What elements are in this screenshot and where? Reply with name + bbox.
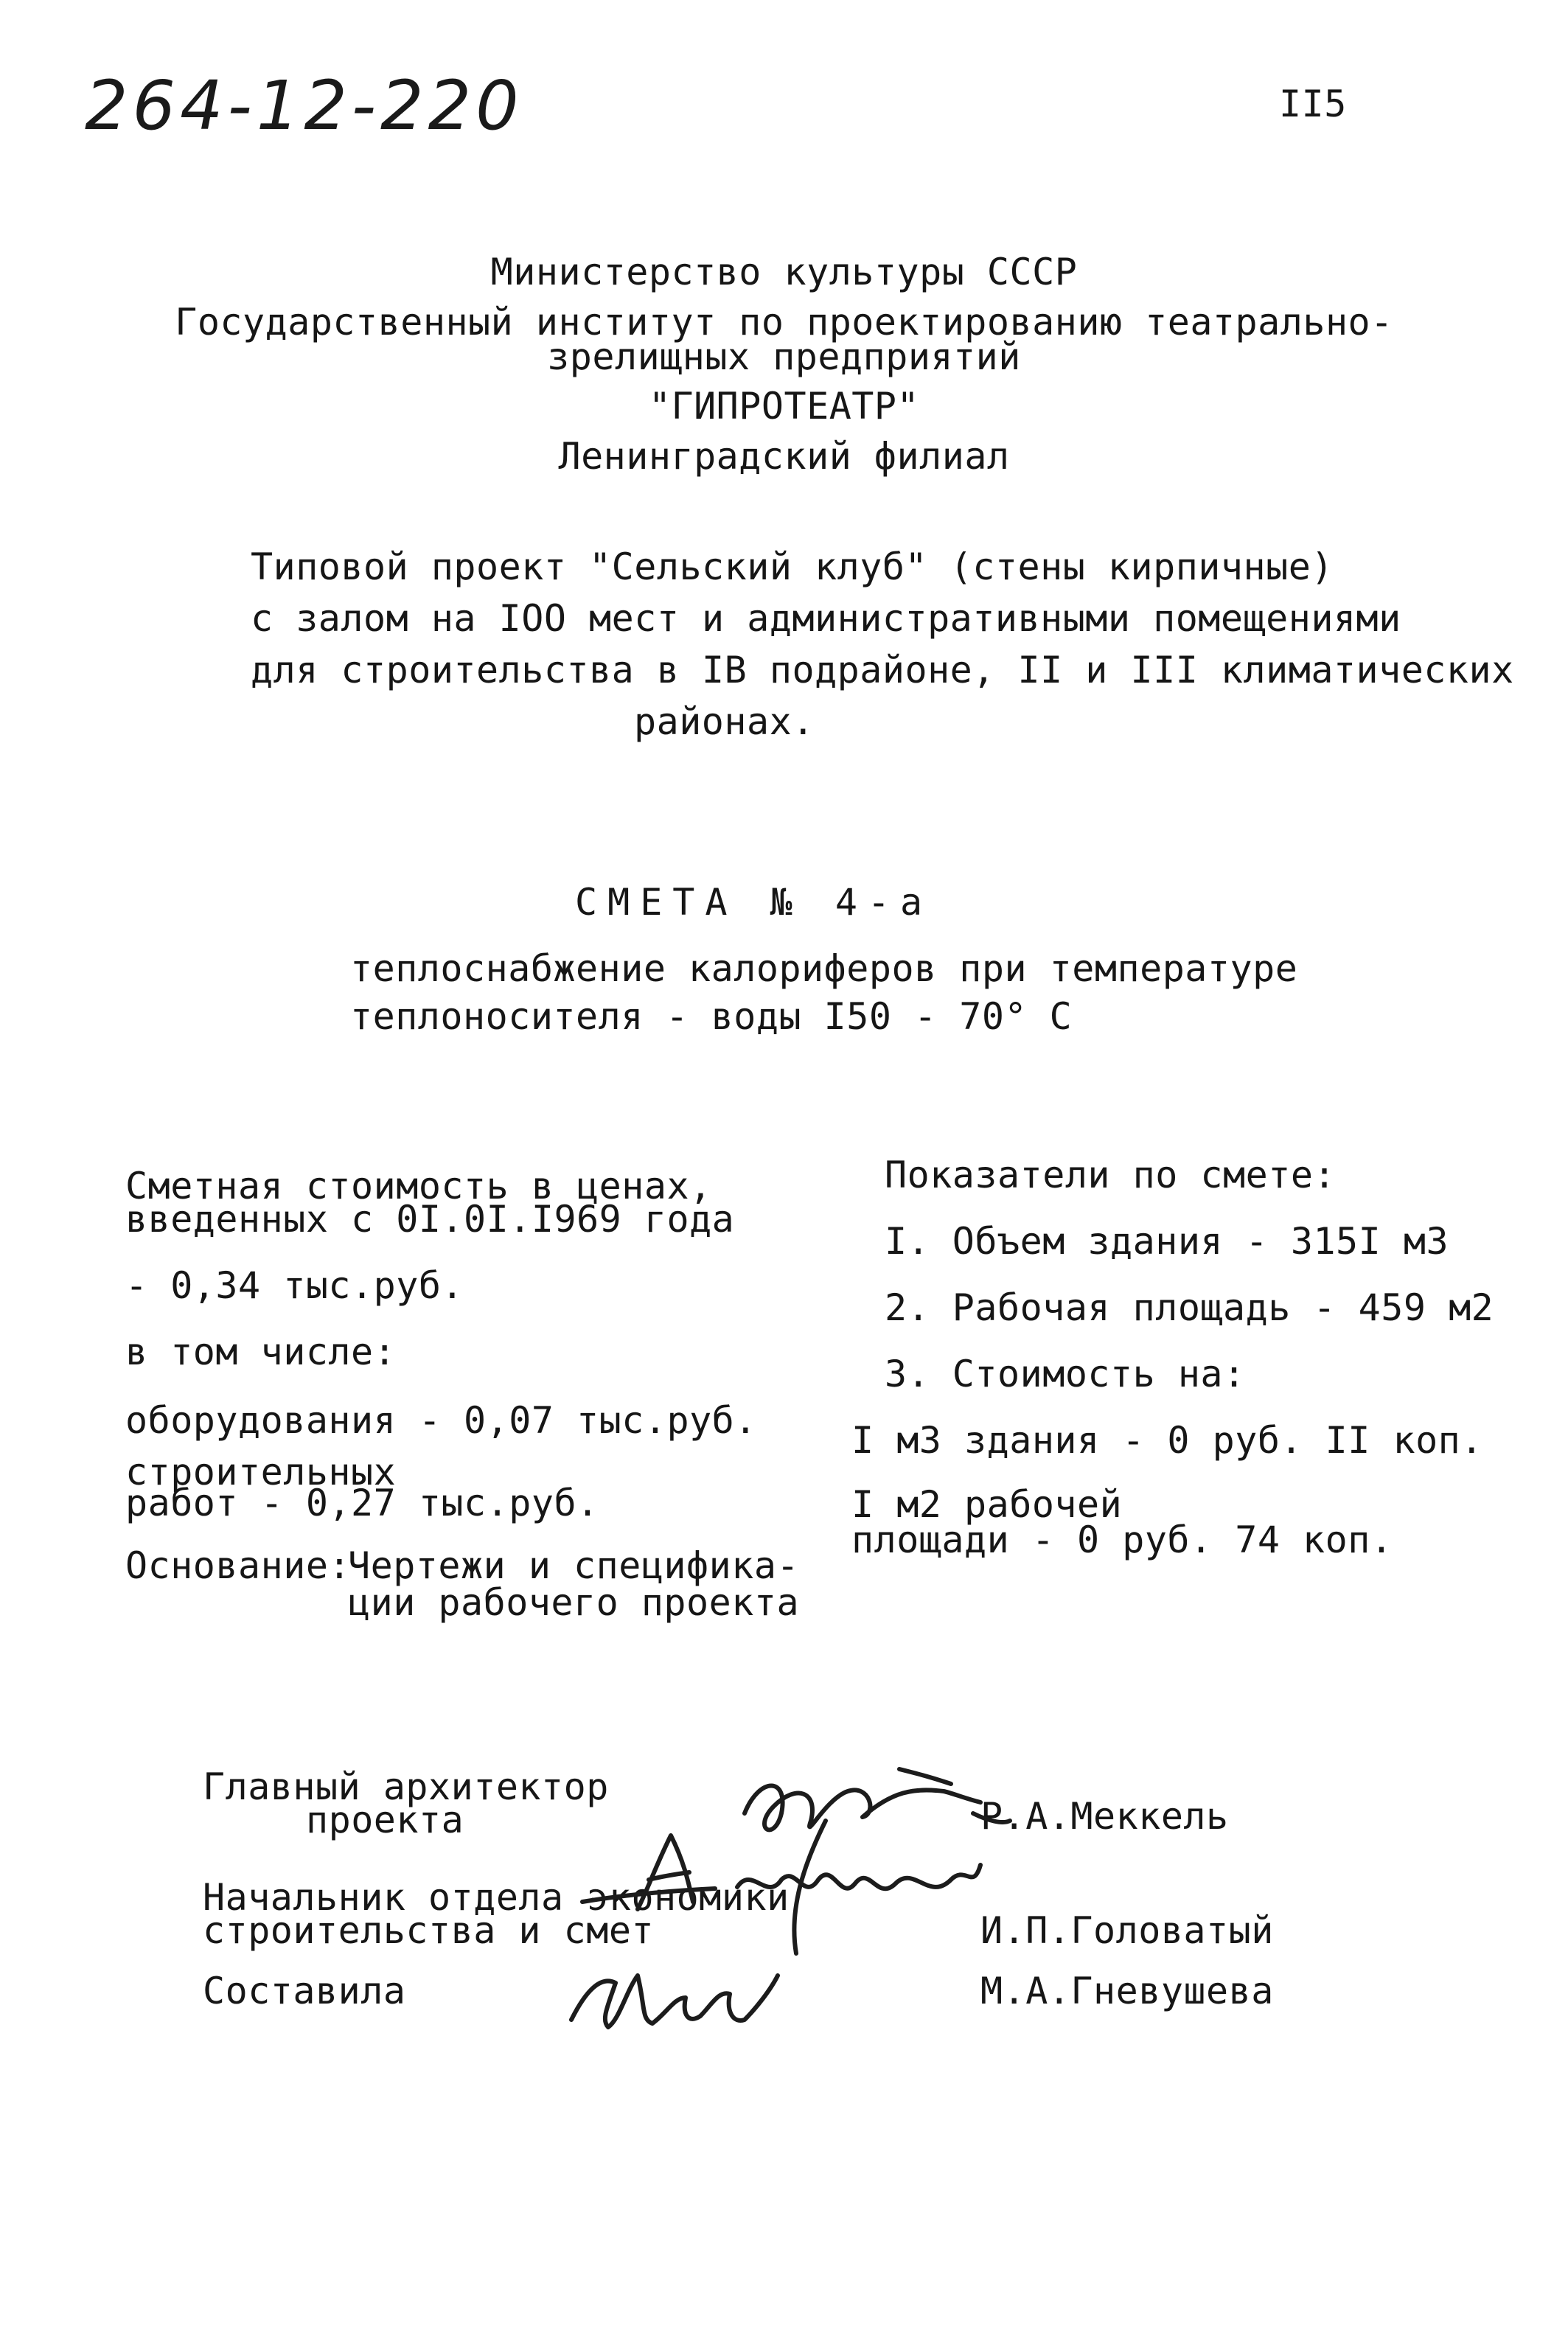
indicator-per-m2-1: I м2 рабочей bbox=[851, 1483, 1123, 1526]
project-line-3: для строительства в IB подрайоне, II и III климатических bbox=[251, 649, 1514, 691]
basis-label: Основание: bbox=[125, 1544, 352, 1587]
institution-branch: Ленинградский филиал bbox=[558, 435, 1010, 478]
indicator-volume: I. Объем здания - 315I м3 bbox=[885, 1220, 1449, 1263]
indicator-per-m2-2: площади - 0 руб. 74 коп. bbox=[851, 1519, 1393, 1561]
cost-line-1: Сметная стоимость в ценах, bbox=[125, 1165, 712, 1207]
cost-line-2: введенных с 0I.0I.I969 года bbox=[125, 1198, 735, 1241]
signature-2-handwritten bbox=[568, 1821, 1039, 1924]
signer-2-name: И.П.Головатый bbox=[980, 1909, 1274, 1952]
basis-line-1: Чертежи и специфика- bbox=[348, 1544, 800, 1587]
signer-1-name: Р.А.Меккель bbox=[980, 1795, 1229, 1838]
indicator-cost-header: 3. Стоимость на: bbox=[885, 1353, 1246, 1395]
signature-3-handwritten bbox=[557, 1946, 792, 2042]
indicator-per-m3: I м3 здания - 0 руб. II коп. bbox=[851, 1419, 1483, 1462]
indicator-area: 2. Рабочая площадь - 459 м2 bbox=[885, 1286, 1494, 1329]
estimate-subtitle-1: теплоснабжение калориферов при температуре bbox=[350, 947, 1298, 990]
signer-2-role-cont: строительства и смет bbox=[203, 1909, 655, 1952]
signer-2-role: Начальник отдела экономики bbox=[203, 1876, 790, 1919]
signer-3-name: М.А.Гневушева bbox=[980, 1970, 1274, 2012]
cost-equipment: оборудования - 0,07 тыс.руб. bbox=[125, 1399, 757, 1442]
estimate-subtitle-2: теплоносителя - воды I50 - 70° С bbox=[350, 995, 1073, 1038]
institution-ministry: Министерство культуры СССР bbox=[490, 251, 1078, 293]
archive-code: 264-12-220 bbox=[85, 66, 523, 145]
institution-name: Государственный институт по проектированию театрально- bbox=[175, 301, 1393, 344]
page-number: II5 bbox=[1279, 83, 1347, 125]
project-line-4: районах. bbox=[634, 700, 815, 743]
institution-name-cont: зрелищных предприятий bbox=[547, 335, 1021, 378]
cost-including: в том числе: bbox=[125, 1331, 397, 1373]
signer-1-role-cont: проекта bbox=[306, 1799, 464, 1841]
signer-1-role: Главный архитектор bbox=[203, 1765, 609, 1808]
signer-3-role: Составила bbox=[203, 1970, 406, 2012]
basis-line-2: ции рабочего проекта bbox=[348, 1581, 800, 1624]
estimate-title: СМЕТА № 4-а bbox=[575, 881, 933, 924]
cost-construction-2: работ - 0,27 тыс.руб. bbox=[125, 1482, 599, 1524]
cost-construction-1: строительных bbox=[125, 1451, 397, 1493]
project-line-1: Типовой проект "Сельский клуб" (стены кирпичные) bbox=[251, 545, 1334, 588]
project-line-2: с залом на IOO мест и административными помещениями bbox=[251, 597, 1401, 640]
cost-total: - 0,34 тыс.руб. bbox=[125, 1264, 464, 1307]
institution-short-name: "ГИПРОТЕАТР" bbox=[648, 385, 920, 428]
indicators-title: Показатели по смете: bbox=[885, 1154, 1337, 1196]
